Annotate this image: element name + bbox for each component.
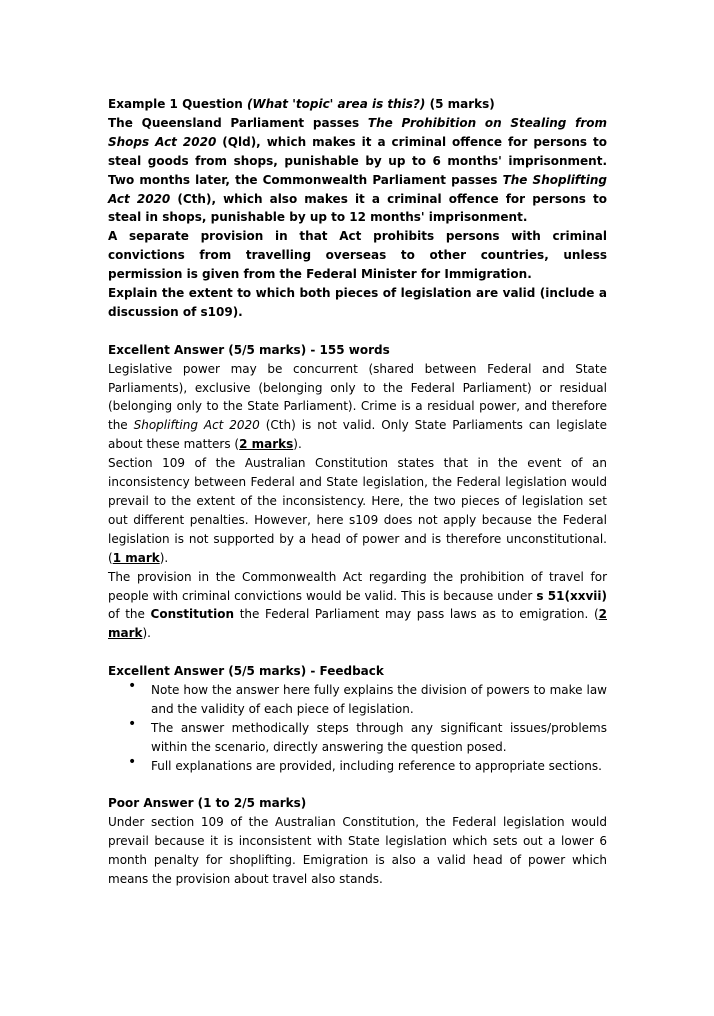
- mark-label: 1 mark: [112, 550, 160, 565]
- question-marks: (5 marks): [429, 97, 495, 111]
- text: Section 109 of the Australian Constitution states that in the event of an inconsistency between Federal and State legislation, the Federal legislation would prevail to the extent of the inconsistency. Here, the two pieces of legislation set out different penalties. However, here s109 does not apply because the Federal legislation is not supported by a head of power and is therefore unconstitutional. (: [108, 456, 607, 565]
- text: of the: [108, 607, 151, 622]
- list-item: [108, 753, 607, 776]
- text: Legislative power may be concurrent (shared between Federal and State Parliaments), exclusive (belonging only to the Federal Parliament) or residual (belonging only to the State Parliament). Crime is a residual power, and therefore the: [108, 361, 607, 433]
- question-paragraph-3: Explain the extent to which both pieces of legislation are valid (include a discussion of s109).: [108, 286, 607, 319]
- act-title-cth: The Shoplifting Act 2020: [108, 172, 608, 206]
- excellent-answer-paragraph-2: [108, 454, 607, 567]
- question-paragraph-1: [108, 114, 607, 227]
- text: (Qld), which makes it a criminal offence for persons to steal goods from shops, punishable by up to 6 months' imprisonment. Two months later, the Commonwealth Parliament passes: [108, 134, 608, 187]
- text: ).: [142, 626, 151, 641]
- text: ).: [293, 437, 302, 452]
- list-item: [108, 678, 607, 719]
- mark-label: 2 marks: [239, 437, 294, 452]
- question-heading: [108, 95, 607, 114]
- constitution-reference: Constitution: [150, 607, 235, 622]
- document-body: [108, 95, 607, 889]
- spacer: [108, 643, 607, 662]
- act-title: Shoplifting Act 2020: [133, 418, 260, 433]
- text: ).: [159, 550, 169, 565]
- feedback-heading: Excellent Answer (5/5 marks) - Feedback: [108, 664, 384, 679]
- poor-answer-paragraph: Under section 109 of the Australian Constitution, the Federal legislation would prevail because it is inconsistent with State legislation which sets out a lower 6 month penalty for shoplifting. Emigration is also a valid head of power which means the provision about travel also stands.: [108, 815, 607, 887]
- mark-label: 2 mark: [108, 607, 607, 641]
- question-topic-prompt: (What 'topic' area is this?): [246, 97, 426, 111]
- question-heading-label: Example 1 Question: [108, 97, 247, 111]
- poor-answer-heading: Poor Answer (1 to 2/5 marks): [108, 796, 307, 811]
- question-paragraph-2: A separate provision in that Act prohibits persons with criminal convictions from travelling overseas to other countries, unless permission is given from the Federal Minister for Immigration.: [108, 229, 607, 282]
- bullet-icon: •: [128, 678, 137, 695]
- excellent-answer-heading: Excellent Answer (5/5 marks) - 155 words: [108, 342, 390, 357]
- text: (Cth) is not valid. Only State Parliaments can legislate about these matters (: [108, 418, 608, 452]
- excellent-answer-paragraph-3: [108, 568, 607, 644]
- text: The provision in the Commonwealth Act regarding the prohibition of travel for people with criminal convictions would be valid. This is because under: [108, 569, 607, 603]
- text: The Queensland Parliament passes: [108, 115, 368, 130]
- list-item-text: Note how the answer here fully explains the division of powers to make law and the validity of each piece of legislation.: [151, 683, 607, 716]
- spacer: [108, 776, 607, 795]
- spacer: [108, 322, 607, 341]
- section-reference: s 51(xxvii): [536, 588, 607, 603]
- feedback-list: [108, 678, 607, 776]
- bullet-icon: •: [128, 753, 137, 770]
- list-item-text: Full explanations are provided, including reference to appropriate sections.: [151, 758, 602, 773]
- excellent-answer-paragraph-1: [108, 360, 607, 455]
- list-item: [108, 715, 607, 757]
- act-title-qld: The Prohibition on Stealing from Shops Act 2020: [108, 115, 607, 149]
- list-item-text: The answer methodically steps through any significant issues/problems within the scenario, directly answering the question posed.: [151, 720, 607, 754]
- text: the Federal Parliament may pass laws as to emigration. (: [234, 607, 599, 622]
- text: (Cth), which also makes it a criminal offence for persons to steal in shops, punishable by up to 12 months' imprisonment.: [108, 191, 607, 225]
- bullet-icon: •: [128, 715, 137, 732]
